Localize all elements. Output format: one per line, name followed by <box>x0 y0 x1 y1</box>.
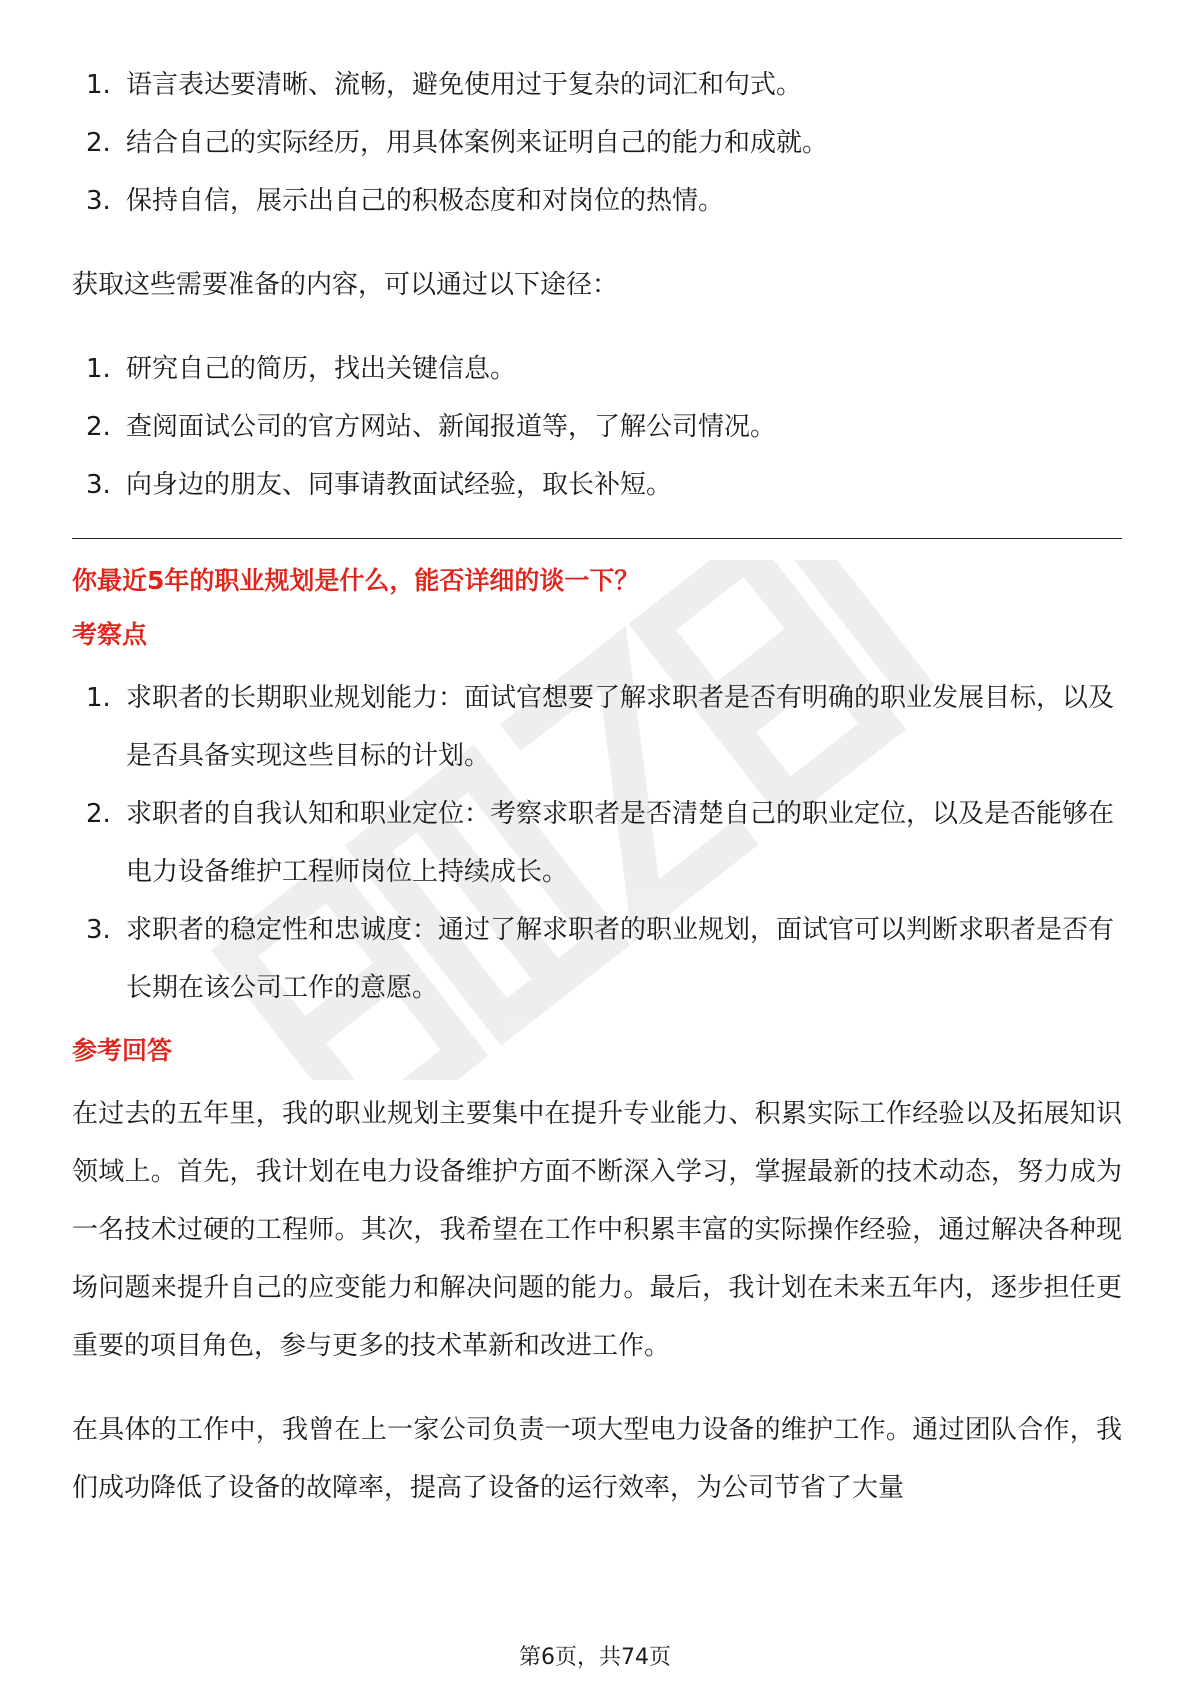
answer-paragraph: 在具体的工作中，我曾在上一家公司负责一项大型电力设备的维护工作。通过团队合作，我们成功降低了设备的故障率，提高了设备的运行效率，为公司节省了大量 <box>72 1415 1122 1503</box>
list-text: 结合自己的实际经历，用具体案例来证明自己的能力和成就。 <box>126 128 829 158</box>
list-number: 1. <box>86 354 111 384</box>
answer-paragraph: 在过去的五年里，我的职业规划主要集中在提升专业能力、积累实际工作经验以及拓展知识领域上。首先，我计划在电力设备维护方面不断深入学习，掌握最新的技术动态，努力成为一名技术过硬的工程师。其次，我希望在工作中积累丰富的实际操作经验，通过解决各种现场问题来提升自己的应变能力和解决问题的能力。最后，我计划在未来五年内，逐步担任更重要的项目角色，参与更多的技术革新和改进工作。 <box>72 1099 1122 1361</box>
list-item <box>72 785 1122 901</box>
answer-heading: 参考回答 <box>72 1036 173 1065</box>
list-text: 求职者的稳定性和忠诚度：通过了解求职者的职业规划，面试官可以判断求职者是否有长期在该公司工作的意愿。 <box>126 915 1115 1003</box>
list-item <box>72 669 1122 785</box>
list-item <box>72 398 1122 456</box>
list-item <box>72 114 1122 172</box>
list-item <box>72 172 1122 230</box>
list-item <box>72 340 1122 398</box>
list-text: 研究自己的简历，找出关键信息。 <box>126 354 517 384</box>
list-item <box>72 56 1122 114</box>
list-number: 1. <box>86 683 111 713</box>
list-number: 3. <box>86 470 111 500</box>
list-item <box>72 901 1122 1017</box>
list-text: 向身边的朋友、同事请教面试经验，取长补短。 <box>126 470 673 500</box>
list-text: 语言表达要清晰、流畅，避免使用过于复杂的词汇和句式。 <box>126 70 803 100</box>
list-text: 查阅面试公司的官方网站、新闻报道等，了解公司情况。 <box>126 412 777 442</box>
focus-heading: 考察点 <box>72 620 148 649</box>
ways-intro: 获取这些需要准备的内容，可以通过以下途径： <box>72 270 619 300</box>
focus-list <box>72 669 1122 1017</box>
list-text: 求职者的长期职业规划能力：面试官想要了解求职者是否有明确的职业发展目标，以及是否具备实现这些目标的计划。 <box>126 683 1115 771</box>
ways-list <box>72 340 1122 514</box>
question-heading: 你最近5年的职业规划是什么，能否详细的谈一下？ <box>72 566 640 595</box>
list-number: 2. <box>86 412 111 442</box>
section-divider <box>72 538 1122 539</box>
tips-list <box>72 56 1122 230</box>
list-number: 2. <box>86 799 111 829</box>
list-number: 3. <box>86 186 111 216</box>
page-footer: 第6页，共74页 <box>519 1645 671 1670</box>
list-number: 3. <box>86 915 111 945</box>
page-content <box>72 56 1122 1517</box>
list-number: 1. <box>86 70 111 100</box>
list-number: 2. <box>86 128 111 158</box>
list-text: 保持自信，展示出自己的积极态度和对岗位的热情。 <box>126 186 725 216</box>
list-item <box>72 456 1122 514</box>
list-text: 求职者的自我认知和职业定位：考察求职者是否清楚自己的职业定位，以及是否能够在电力设备维护工程师岗位上持续成长。 <box>126 799 1115 887</box>
